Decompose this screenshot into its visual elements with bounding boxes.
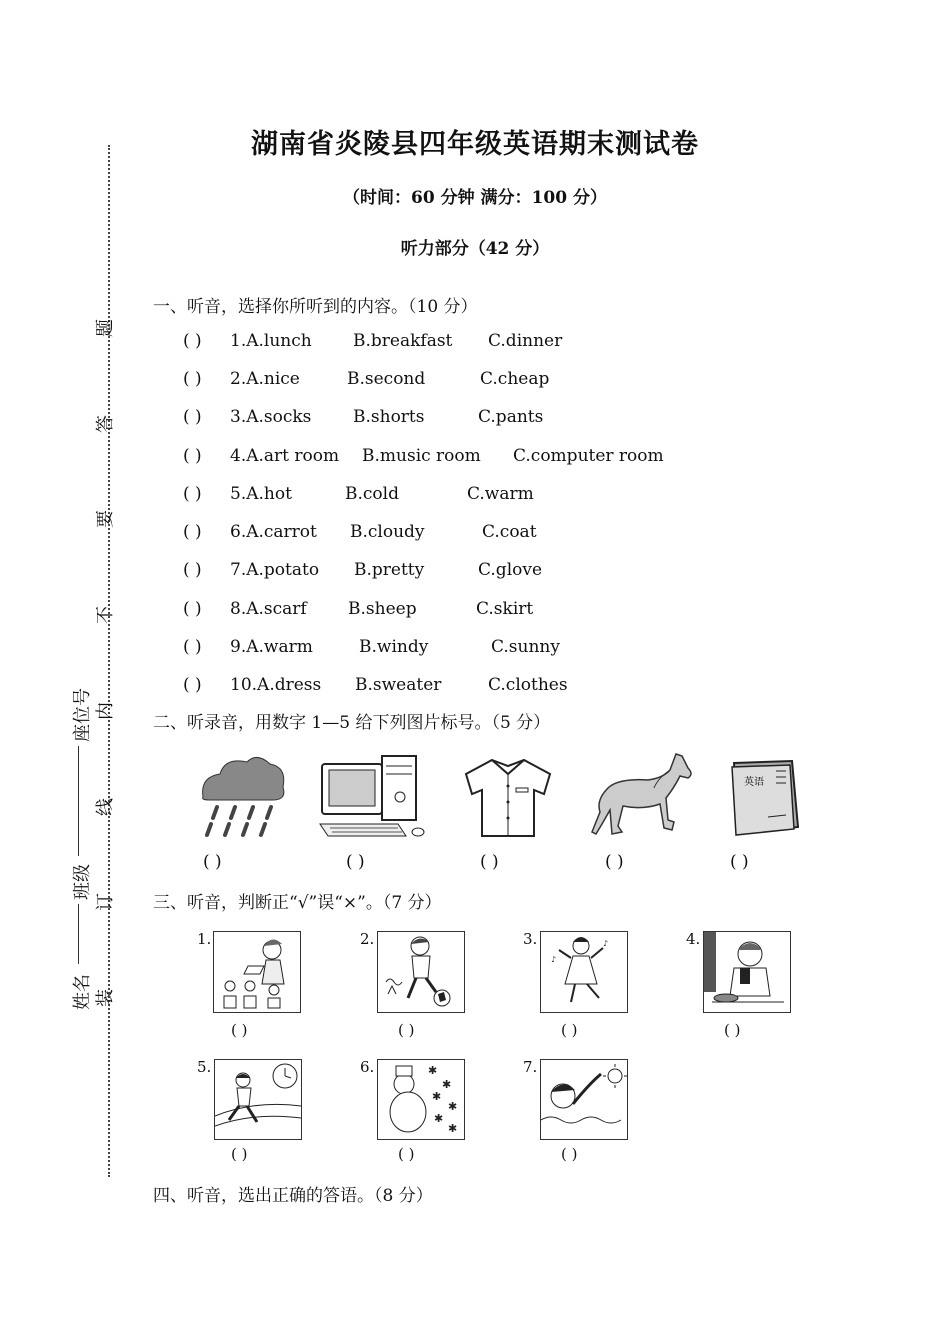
option-b: B.sweater [355, 675, 442, 695]
option-a: 7.A.potato [230, 560, 320, 580]
option-a: 8.A.scarf [230, 599, 307, 619]
part-heading: 听力部分（42 分） [400, 239, 550, 259]
answer-paren[interactable]: ( ) [183, 560, 202, 580]
answer-paren[interactable]: ( ) [183, 369, 202, 389]
option-b: B.cloudy [350, 522, 425, 542]
section3-answer-7[interactable]: ( ) [561, 1145, 578, 1163]
svg-text:✱: ✱ [442, 1078, 452, 1091]
binding-char-7: 订 [95, 893, 116, 911]
option-b: B.shorts [353, 407, 425, 427]
option-c: C.cheap [480, 369, 550, 389]
svg-text:✱: ✱ [434, 1112, 444, 1125]
section3-answer-4[interactable]: ( ) [724, 1021, 741, 1039]
section2-heading: 二、听录音，用数字 1—5 给下列图片标号。（5 分） [153, 713, 551, 733]
answer-paren[interactable]: ( ) [183, 484, 202, 504]
option-a: 9.A.warm [230, 637, 313, 657]
computer-picture [318, 752, 428, 842]
section3-answer-1[interactable]: ( ) [231, 1021, 248, 1039]
section3-answer-6[interactable]: ( ) [398, 1145, 415, 1163]
answer-paren[interactable]: ( ) [183, 522, 202, 542]
class-label: 班级 [72, 864, 93, 900]
option-a: 2.A.nice [230, 369, 300, 389]
s3-num-7: 7. [523, 1058, 538, 1076]
answer-paren[interactable]: ( ) [183, 446, 202, 466]
section3-heading: 三、听音，判断正“√”误“×”。（7 分） [153, 893, 442, 913]
boy-swimming-sun-picture [540, 1059, 628, 1140]
binding-char-2: 答 [95, 415, 116, 433]
answer-paren[interactable]: ( ) [183, 331, 202, 351]
exam-info: （时间：60 分钟 满分：100 分） [343, 188, 607, 208]
section3-answer-3[interactable]: ( ) [561, 1021, 578, 1039]
answer-paren[interactable]: ( ) [183, 637, 202, 657]
s3-num-2: 2. [360, 930, 375, 948]
option-b: B.windy [359, 637, 429, 657]
binding-char-1: 题 [95, 319, 116, 337]
s3-num-5: 5. [197, 1058, 212, 1076]
option-c: C.dinner [488, 331, 563, 351]
option-a: 6.A.carrot [230, 522, 317, 542]
option-c: C.glove [478, 560, 543, 580]
section1-heading: 一、听音，选择你所听到的内容。（10 分） [153, 297, 478, 317]
section2-answer-1[interactable]: ( ) [203, 852, 222, 872]
svg-text:♪: ♪ [551, 955, 557, 964]
section2-answer-4[interactable]: ( ) [605, 852, 624, 872]
seat-label: 座位号 [72, 688, 93, 742]
book-title-text: 英语 [744, 777, 764, 788]
option-a: 1.A.lunch [230, 331, 312, 351]
section2-answer-5[interactable]: ( ) [730, 852, 749, 872]
option-a: 4.A.art room [230, 446, 340, 466]
s3-num-4: 4. [686, 930, 701, 948]
svg-text:✱: ✱ [432, 1090, 442, 1103]
binding-dotted-line [108, 145, 110, 1177]
section4-heading: 四、听音，选出正确的答语。（8 分） [153, 1186, 433, 1206]
name-label: 姓名 [72, 974, 93, 1010]
binding-char-4: 不 [95, 606, 116, 624]
class-underline [78, 904, 79, 964]
option-a: 3.A.socks [230, 407, 312, 427]
girl-dancing-picture [540, 931, 628, 1013]
option-c: C.warm [467, 484, 534, 504]
option-c: C.computer room [513, 446, 664, 466]
option-b: B.cold [345, 484, 399, 504]
binding-char-3: 要 [95, 510, 116, 528]
section3-answer-5[interactable]: ( ) [231, 1145, 248, 1163]
option-c: C.clothes [488, 675, 568, 695]
answer-paren[interactable]: ( ) [183, 675, 202, 695]
page-title: 湖南省炎陵县四年级英语期末测试卷 [251, 129, 699, 160]
seat-underline [78, 746, 79, 856]
svg-text:✱: ✱ [448, 1122, 458, 1135]
girl-watering-flowers-picture [213, 931, 301, 1013]
boy-eating-picture [703, 931, 791, 1013]
section2-answer-3[interactable]: ( ) [480, 852, 499, 872]
option-c: C.coat [482, 522, 537, 542]
s3-num-6: 6. [360, 1058, 375, 1076]
option-b: B.music room [362, 446, 481, 466]
section3-answer-2[interactable]: ( ) [398, 1021, 415, 1039]
option-b: B.second [347, 369, 426, 389]
shirt-picture [462, 752, 557, 842]
svg-text:♪: ♪ [603, 939, 609, 948]
option-b: B.pretty [354, 560, 425, 580]
svg-text:✱: ✱ [428, 1064, 438, 1077]
option-a: 5.A.hot [230, 484, 292, 504]
option-c: C.sunny [491, 637, 560, 657]
svg-text:✱: ✱ [448, 1100, 458, 1113]
option-b: B.breakfast [353, 331, 453, 351]
answer-paren[interactable]: ( ) [183, 407, 202, 427]
option-b: B.sheep [348, 599, 417, 619]
binding-char-8: 装 [95, 989, 116, 1007]
option-c: C.skirt [476, 599, 534, 619]
option-a: 10.A.dress [230, 675, 322, 695]
binding-char-6: 线 [95, 798, 116, 816]
s3-num-3: 3. [523, 930, 538, 948]
snowman-snow-picture [377, 1059, 465, 1140]
boy-running-clock-picture [214, 1059, 302, 1140]
s3-num-1: 1. [197, 930, 212, 948]
boy-playing-football-picture [377, 931, 465, 1013]
answer-paren[interactable]: ( ) [183, 599, 202, 619]
english-book-picture [728, 757, 803, 839]
option-c: C.pants [478, 407, 544, 427]
rain-cloud-picture [195, 752, 290, 842]
section2-answer-2[interactable]: ( ) [346, 852, 365, 872]
horse-picture [588, 748, 698, 840]
binding-char-5: 内 [95, 702, 116, 720]
